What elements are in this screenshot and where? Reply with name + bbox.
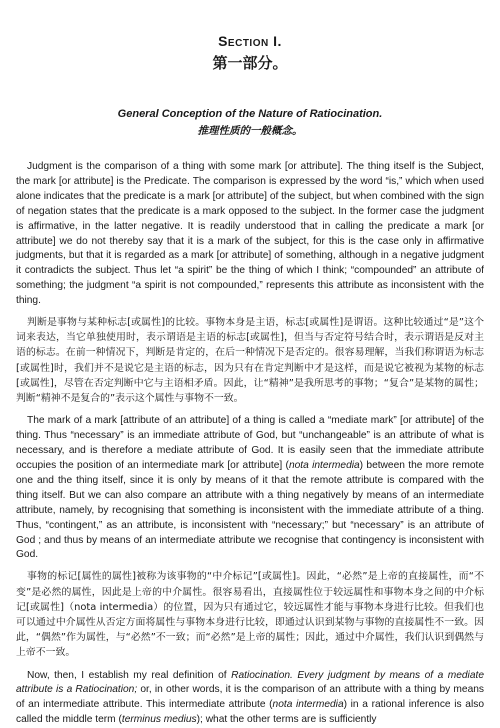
heading-zh: 推理性质的一般概念。 [197,125,303,137]
section-title-zh: 第一部分。 [212,54,288,72]
paragraph-en-3: Now, then, I establish my real definition of Ratiocination. Every judgment by means of a mediate attribute is a Ratiocination; or, in other words, it is the comparison of an attribute with a thing by means of an intermediate attribute. This intermediate attribute (nota intermedia) in a rational inference is also called the middle term (terminus medius); what the other terms are is sufficiently [16,669,484,726]
document-page [16,0,484,726]
paragraph-zh-1: 判断是事物与某种标志[或属性]的比较。事物本身是主语，标志[或属性]是谓语。这种比较通过“是”这个词来表达，当它单独使用时，表示谓语是主语的标志[或属性]，但当与否定符号结合时，表示谓语是反对主语的标志。在前一种情况下，判断是肯定的，在后一种情况下是否定的。很容易理解，当我们称谓语为标志[或属性]时，我们并不是说它是主语的标志，因为只有在肯定判断中才是这样，而是说它被视为某物的标志[或属性]，尽管在否定判断中它与主语相矛盾。因此，让“精神”是我所思考的事物；“复合”是某物的属性；判断“精神不是复合的”表示这个属性与事物不一致。 [16,317,484,405]
section-title-en: Section I. [218,33,282,49]
paragraph-en-1: Judgment is the comparison of a thing with some mark [or attribute]. The thing itself is the Subject, the mark [or attribute] is the Predicate. The comparison is expressed by the word “is,” which when used alone indicates that the predicate is a mark [or attribute] of the subject, but when combined with the sign of negation states that the predicate is a mark opposed to the subject. In the former case the judgment is affirmative, in the latter negative. It is readily understood that in calling the predicate a mark [or attribute] we do not thereby say that it is a mark of the subject, for this is the case only in affirmative judgments, but that it is regarded as a mark [or attribute] of something, although in a negative judgment it contradicts the subject. Thus let “a spirit” be the thing of which I think; “compounded” an attribute of something; the judgment “a spirit is not compounded,” represents this attribute as inconsistent with the thing. [16,161,484,307]
paragraph-en-2: The mark of a mark [attribute of an attribute] of a thing is called a “mediate mark” [or attribute] of the thing. Thus “necessary” is an immediate attribute of God, but “unchangeable” is an attribute of what is necessary, and is therefore a mediate attribute of God. It is easily seen that the immediate attribute occupies the position of an intermediate mark [or attribute] (nota intermedia) between the more remote one and the thing itself, since it is only by means of it that the remote attribute is compared with the thing itself. But we can also compare an attribute with a thing negatively by means of an intermediate attribute, namely, by recognising that something is inconsistent with the immediate attribute of a thing. Thus, “contingent,” as an attribute, is inconsistent with “necessary;” but “necessary” is an attribute of God ; and thus by means of an intermediate attribute we recognise that contingency is inconsistent with God. [16,415,484,561]
paragraph-zh-2: 事物的标记[属性的属性]被称为该事物的“中介标记”[或属性]。因此，“必然”是上帝的直接属性，而“不变”是必然的属性，因此是上帝的中介属性。很容易看出，直接属性位于较远属性和事物本身之间的中介标记[或属性]（nota intermedia）的位置，因为只有通过它，较远属性才能与事物本身进行比较。但我们也可以通过中介属性从否定方面将属性与事物本身进行比较，即通过认识到某物与事物的直接属性不一致。因此，“偶然”作为属性，与“必然”不一致；而“必然”是上帝的属性；因此，通过中介属性，我们认识到偶然与上帝不一致。 [16,571,484,659]
heading-en: General Conception of the Nature of Ratiocination. [117,108,383,120]
